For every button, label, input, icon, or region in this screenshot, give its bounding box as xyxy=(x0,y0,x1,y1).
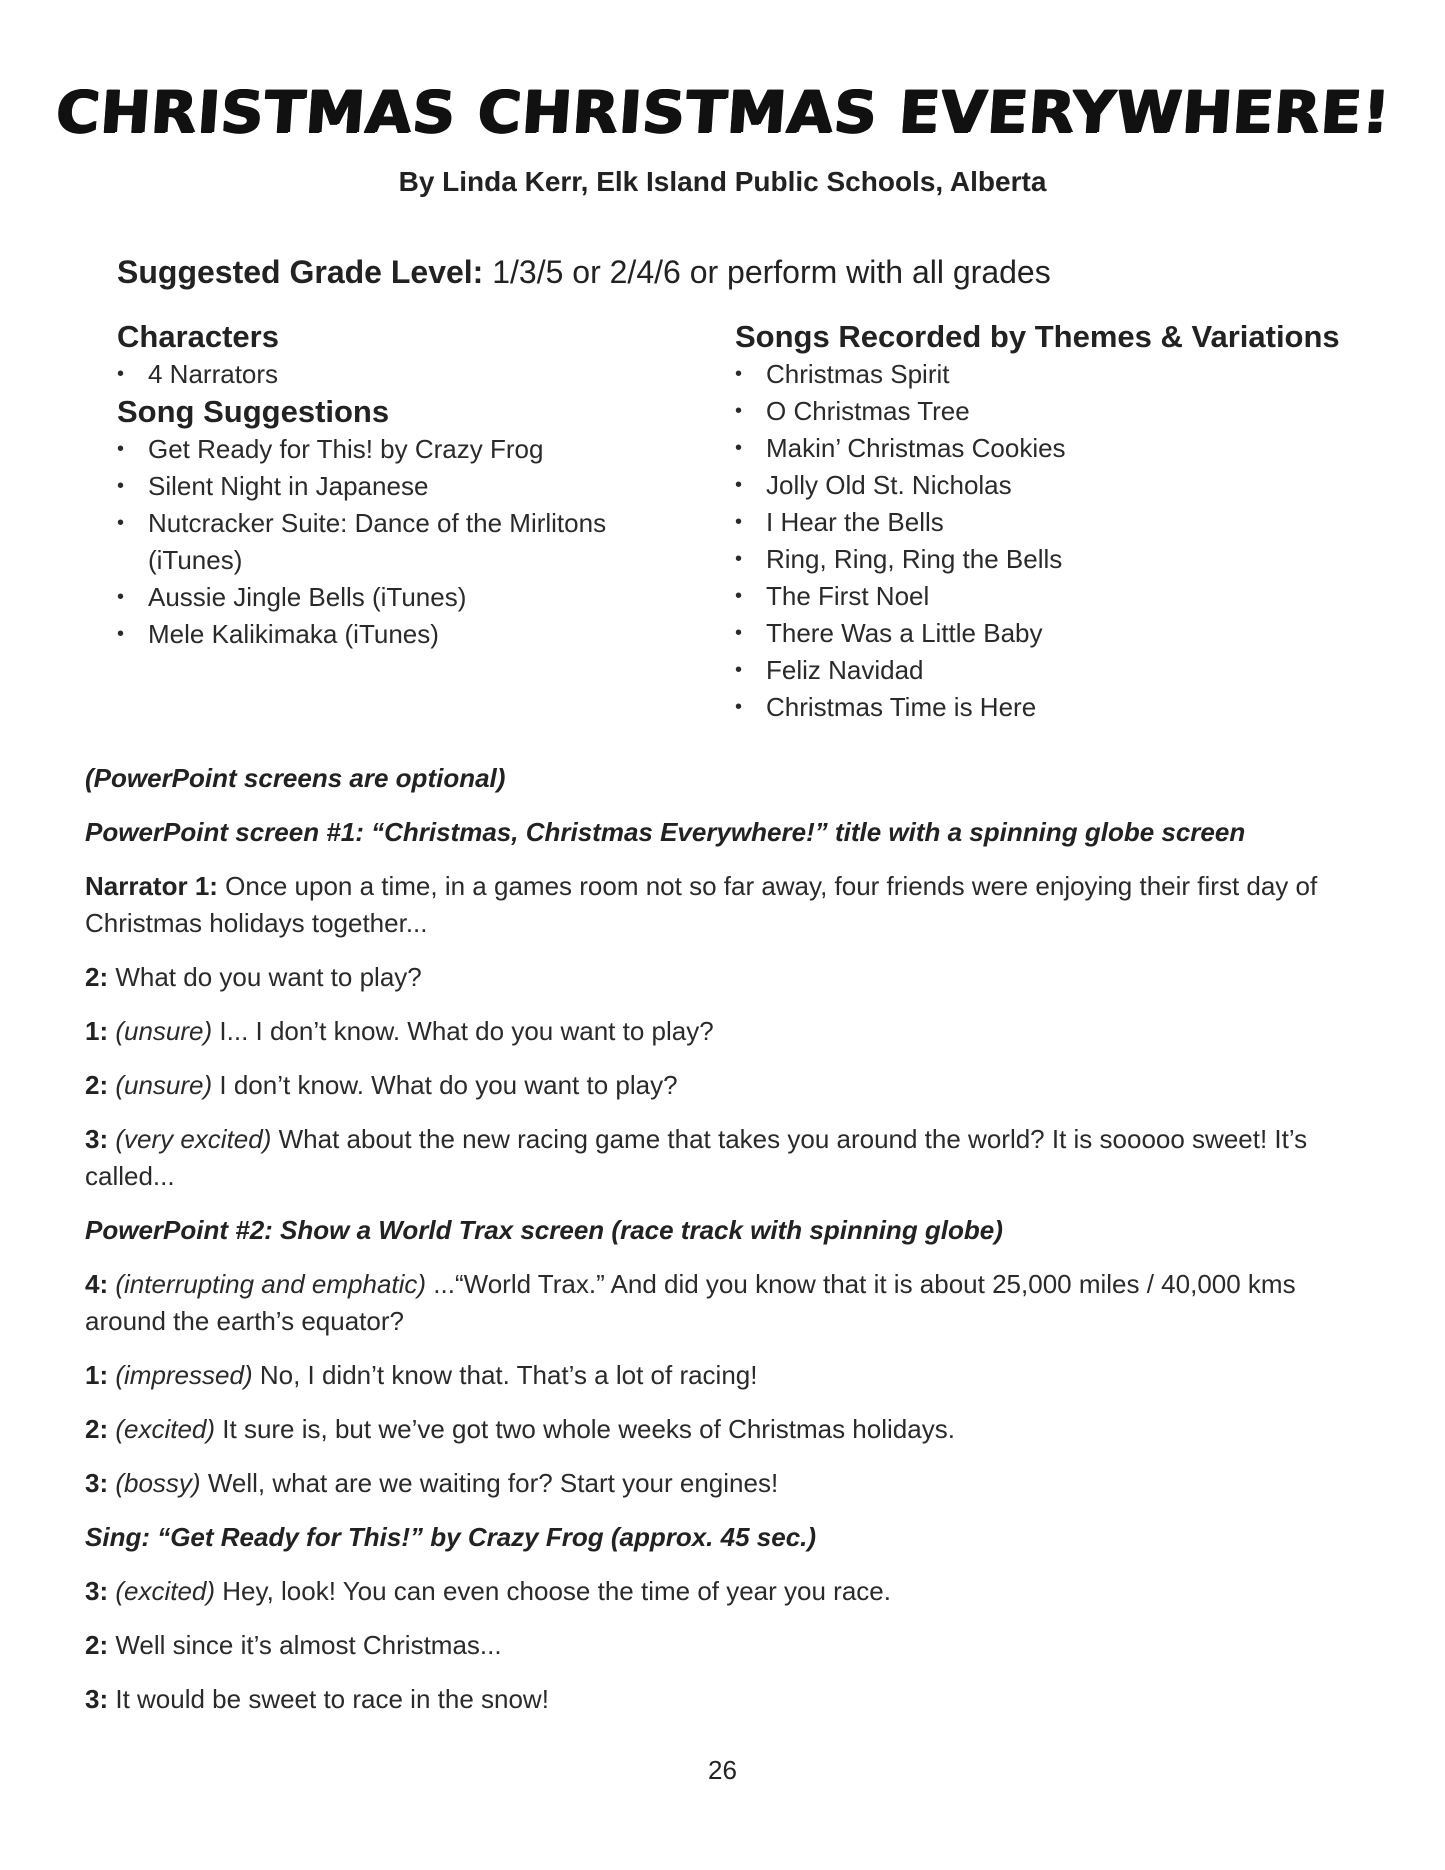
list-item: • Nutcracker Suite: Dance of the Mirlitons (iTunes) xyxy=(117,505,688,579)
speaker: 3: xyxy=(85,1684,109,1714)
list-item: • 4 Narrators xyxy=(117,356,707,393)
speaker: 2: xyxy=(85,962,109,992)
script-line xyxy=(85,1013,1345,1050)
acting-direction: (unsure) xyxy=(108,1016,213,1046)
songs-recorded-heading: Songs Recorded by Themes & Variations xyxy=(735,319,1340,354)
script-line xyxy=(85,1411,1345,1448)
acting-direction: (bossy) xyxy=(108,1468,201,1498)
speaker: 2: xyxy=(85,1070,109,1100)
list-item: • Jolly Old St. Nicholas xyxy=(735,467,1375,504)
list-item: • Makin’ Christmas Cookies xyxy=(735,430,1375,467)
speaker: 2: xyxy=(85,1414,109,1444)
stage-direction: PowerPoint #2: Show a World Trax screen (race track with spinning globe) xyxy=(85,1215,1003,1245)
list-item: • There Was a Little Baby xyxy=(735,615,1375,652)
acting-direction: (impressed) xyxy=(108,1360,253,1390)
script-line xyxy=(85,1121,1345,1195)
script-line xyxy=(85,1067,1345,1104)
script-line xyxy=(85,1266,1345,1340)
song-suggestions-list xyxy=(117,431,707,653)
list-item: • Mele Kalikimaka (iTunes) xyxy=(117,616,707,653)
speaker: Narrator 1: xyxy=(85,871,218,901)
right-column xyxy=(735,318,1375,726)
speaker: 3: xyxy=(85,1576,109,1606)
dialogue: Well, what are we waiting for? Start your engines! xyxy=(200,1468,779,1498)
script-line xyxy=(85,1627,1345,1664)
stage-direction: PowerPoint screen #1: “Christmas, Christmas Everywhere!” title with a spinning globe screen xyxy=(85,817,1246,847)
dialogue: I... I don’t know. What do you want to play? xyxy=(212,1016,714,1046)
speaker: 4: xyxy=(85,1269,109,1299)
speaker: 3: xyxy=(85,1468,109,1498)
dialogue: No, I didn’t know that. That’s a lot of racing! xyxy=(252,1360,758,1390)
list-item: • O Christmas Tree xyxy=(735,393,1375,430)
script-line xyxy=(85,1357,1345,1394)
dialogue: Hey, look! You can even choose the time of year you race. xyxy=(215,1576,891,1606)
speaker: 1: xyxy=(85,1016,109,1046)
songs-recorded-list xyxy=(735,356,1375,726)
acting-direction: (interrupting and emphatic) xyxy=(108,1269,427,1299)
acting-direction: (unsure) xyxy=(108,1070,213,1100)
script-line xyxy=(85,959,1345,996)
song-suggestions-heading: Song Suggestions xyxy=(117,394,390,429)
dialogue: ...“World Trax.” And did you know that it is about 25,000 miles / 40,000 kms around the earth’s equator? xyxy=(85,1269,1296,1336)
dialogue: What about the new racing game that takes you around the world? It is sooooo sweet! It’s called... xyxy=(85,1124,1308,1191)
script-line xyxy=(85,868,1345,942)
acting-direction: (very excited) xyxy=(108,1124,272,1154)
dialogue: Once upon a time, in a games room not so far away, four friends were enjoying their first day of Christmas holidays together... xyxy=(85,871,1318,938)
dialogue: Well since it’s almost Christmas... xyxy=(108,1630,502,1660)
list-item: • Christmas Time is Here xyxy=(735,689,1375,726)
speaker: 1: xyxy=(85,1360,109,1390)
page-number: 26 xyxy=(708,1755,737,1785)
list-item: • The First Noel xyxy=(735,578,1375,615)
speaker: 3: xyxy=(85,1124,109,1154)
dialogue: It sure is, but we’ve got two whole weeks of Christmas holidays. xyxy=(215,1414,955,1444)
script-line xyxy=(85,1465,1345,1502)
stage-direction: (PowerPoint screens are optional) xyxy=(85,763,506,793)
dialogue: What do you want to play? xyxy=(108,962,422,992)
grade-level xyxy=(117,254,1051,291)
list-item: • Feliz Navidad xyxy=(735,652,1375,689)
list-item: • Christmas Spirit xyxy=(735,356,1375,393)
author-byline: By Linda Kerr, Elk Island Public Schools, Alberta xyxy=(398,166,1047,197)
list-item: • Aussie Jingle Bells (iTunes) xyxy=(117,579,707,616)
left-column xyxy=(117,318,707,653)
acting-direction: (excited) xyxy=(108,1414,216,1444)
characters-list xyxy=(117,356,707,393)
page-title: CHRISTMAS CHRISTMAS EVERYWHERE! xyxy=(52,78,1393,146)
characters-heading: Characters xyxy=(117,319,279,354)
stage-direction: Sing: “Get Ready for This!” by Crazy Frog (approx. 45 sec.) xyxy=(85,1522,817,1552)
grade-level-value: 1/3/5 or 2/4/6 or perform with all grades xyxy=(483,254,1051,290)
grade-level-label: Suggested Grade Level: xyxy=(117,254,484,290)
script-body xyxy=(85,760,1345,1735)
script-line xyxy=(85,1573,1345,1610)
script-line xyxy=(85,1681,1345,1718)
list-item: • Silent Night in Japanese xyxy=(117,468,707,505)
dialogue: I don’t know. What do you want to play? xyxy=(212,1070,678,1100)
acting-direction: (excited) xyxy=(108,1576,216,1606)
dialogue: It would be sweet to race in the snow! xyxy=(108,1684,549,1714)
list-item: • I Hear the Bells xyxy=(735,504,1375,541)
list-item: • Get Ready for This! by Crazy Frog xyxy=(117,431,707,468)
list-item: • Ring, Ring, Ring the Bells xyxy=(735,541,1375,578)
speaker: 2: xyxy=(85,1630,109,1660)
